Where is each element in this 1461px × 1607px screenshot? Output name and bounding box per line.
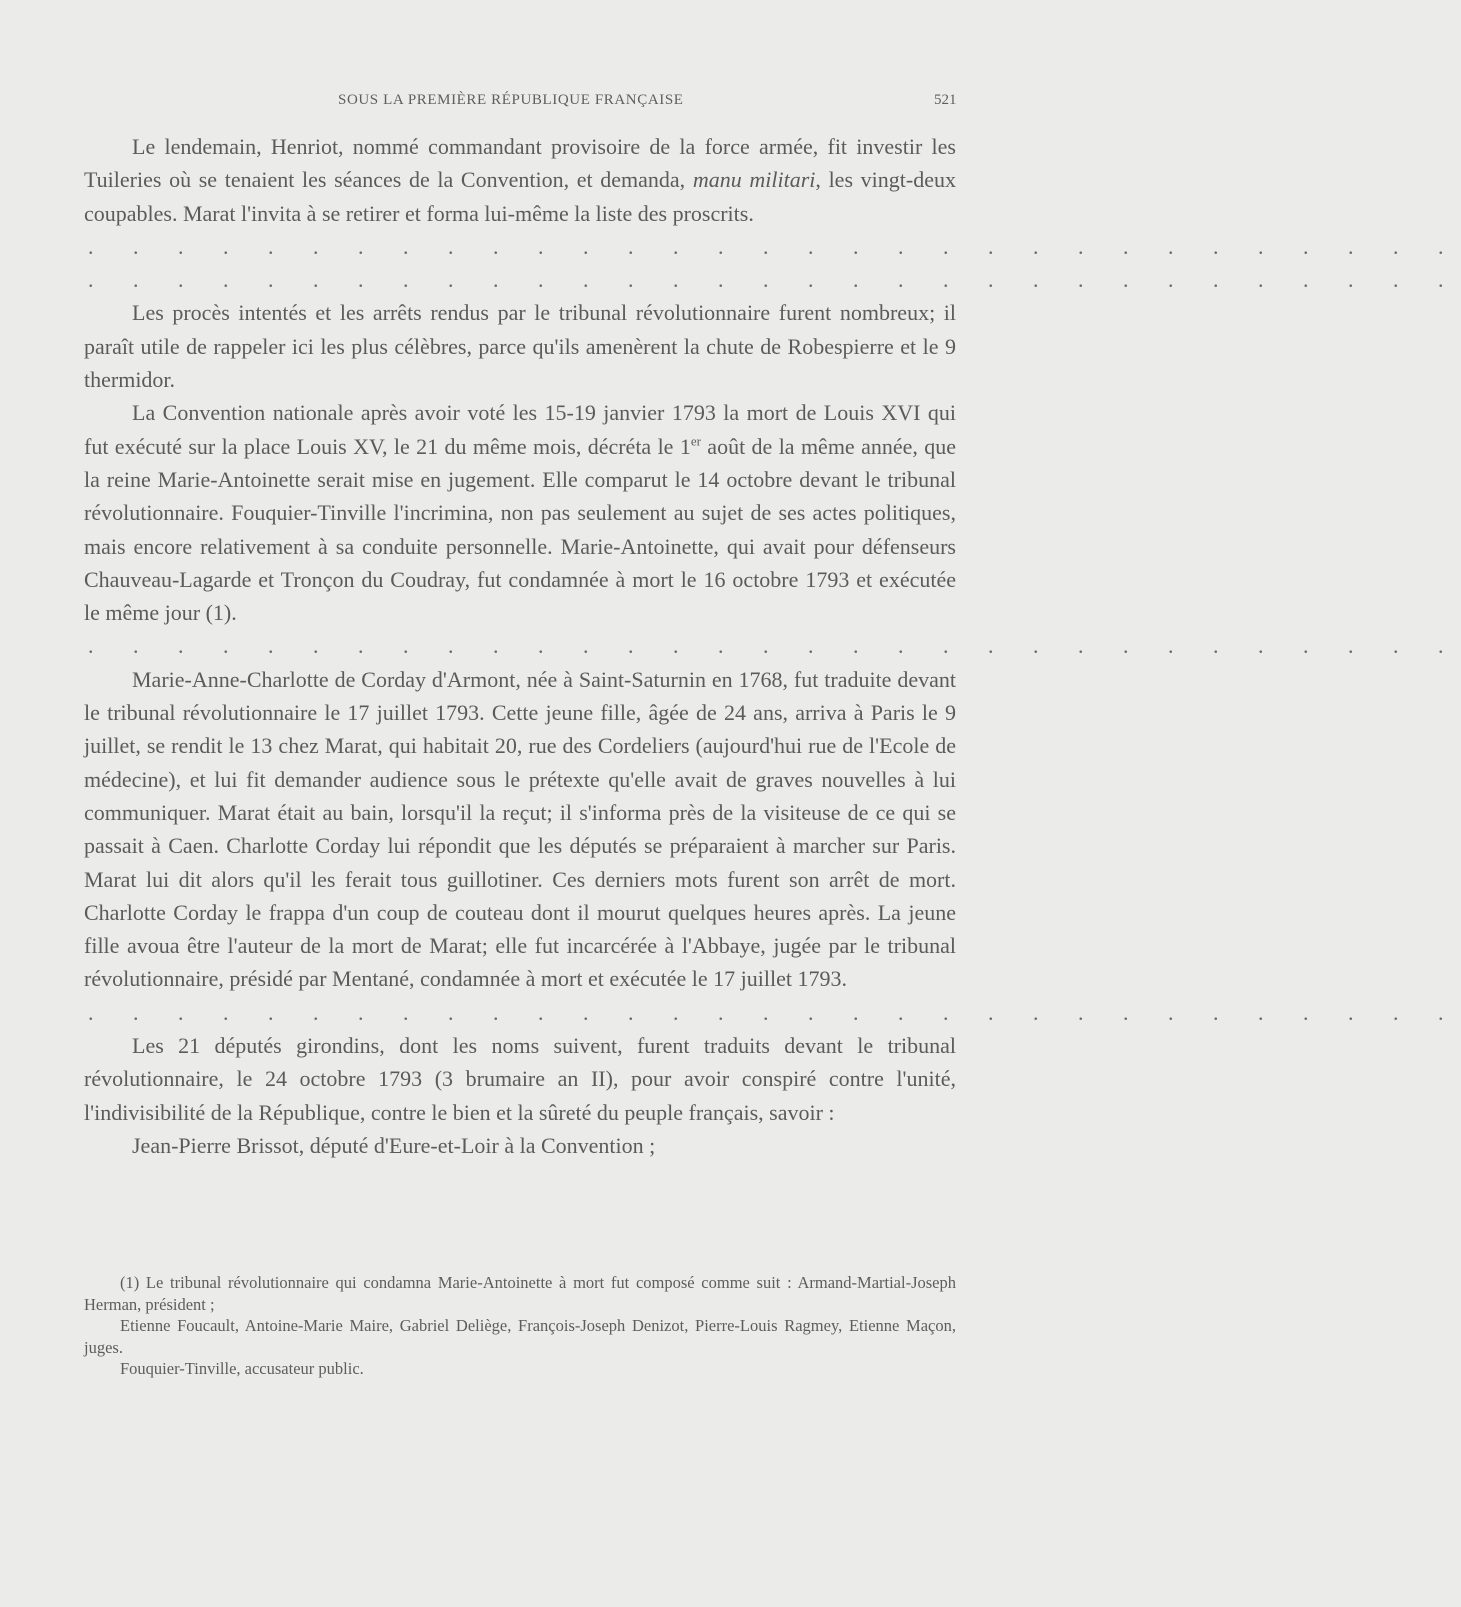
ordinal-superscript: er: [690, 433, 701, 449]
ellipsis-row-2: . . . . . . . . . . . . . . . . . . . . . . . . . . . . . . .: [88, 267, 1461, 293]
footnotes: [84, 1272, 956, 1380]
paragraph-marie-antoinette: [84, 396, 956, 629]
running-title: SOUS LA PREMIÈRE RÉPUBLIQUE FRANÇAISE: [338, 92, 684, 108]
footnote-prosecutor: Fouquier-Tinville, accusateur public.: [120, 1359, 364, 1379]
italic-latin-phrase: manu militari: [692, 167, 816, 193]
paragraph-girondins: Les 21 députés girondins, dont les noms suivent, furent traduits devant le tribunal révolutionnaire, le 24 octobre 1793 (3 brumaire an II), pour avoir conspiré contre l'unité, l'indivisibilité de la République, contre le bien et la sûreté du peuple français, savoir :: [84, 1033, 956, 1125]
page-number: 521: [934, 92, 957, 108]
paragraph-henriot: [84, 130, 956, 230]
paragraph-proces: Les procès intentés et les arrêts rendus par le tribunal révolutionnaire furent nombreux; il paraît utile de rappeler ici les plus célèbres, parce qu'ils amenèrent la chute de Robespierre et le 9 thermidor.: [84, 300, 956, 393]
ellipsis-row-4: . . . . . . . . . . . . . . . . . . . . . . . . . . . . . . .: [88, 999, 1461, 1025]
paragraph-marie-antoinette-start: La Convention nationale après avoir voté les 15-19 janvier 1793 la mort de Louis XVI qui fut exécuté sur la place Louis XV, le 21 du même mois, décréta le 1: [84, 400, 956, 459]
footnote-tribunal: (1) Le tribunal révolutionnaire qui condamna Marie-Antoinette à mort fut composé comme suit : Armand-Martial-Joseph Herman, président ;: [84, 1273, 956, 1314]
paragraph-brissot: Jean-Pierre Brissot, député d'Eure-et-Loir à la Convention ;: [132, 1132, 656, 1158]
paragraph-henriot-start: Le lendemain, Henriot, nommé commandant provisoire de la force armée, fit investir les Tuileries où se tenaient les séances de la Convention, et demanda,: [84, 134, 956, 193]
ellipsis-row-3: . . . . . . . . . . . . . . . . . . . . . . . . . . . . . . .: [88, 633, 1461, 659]
footnote-judges: Etienne Foucault, Antoine-Marie Maire, Gabriel Deliège, François-Joseph Denizot, Pierre-Louis Ragmey, Etienne Maçon, juges.: [84, 1316, 956, 1357]
paragraph-marie-antoinette-end: août de la même année, que la reine Marie-Antoinette serait mise en jugement. Elle comparut le 14 octobre devant le tribunal révolutionnaire. Fouquier-Tinville l'incrimina, non pas seulement au sujet de ses actes politiques, mais encore relativement à sa conduite personnelle. Marie-Antoinette, qui avait pour défenseurs Chauveau-Lagarde et Tronçon du Coudray, fut condamnée à mort le 16 octobre 1793 et exécutée le même jour (1).: [84, 433, 956, 626]
paragraph-charlotte-corday: Marie-Anne-Charlotte de Corday d'Armont, née à Saint-Saturnin en 1768, fut traduite devant le tribunal révolutionnaire le 17 juillet 1793. Cette jeune fille, âgée de 24 ans, arriva à Paris le 9 juillet, se rendit le 13 chez Marat, qui habitait 20, rue des Cordeliers (aujourd'hui rue de l'Ecole de médecine), et lui fit demander audience sous le prétexte qu'elle avait de graves nouvelles à lui communiquer. Marat était au bain, lorsqu'il la reçut; il s'informa près de la visiteuse de ce qui se passait à Caen. Charlotte Corday lui répondit que les députés se préparaient à marcher sur Paris. Marat lui dit alors qu'il les ferait tous guillotiner. Ces derniers mots furent son arrêt de mort. Charlotte Corday le frappa d'un coup de couteau dont il mourut quelques heures après. La jeune fille avoua être l'auteur de la mort de Marat; elle fut incarcérée à l'Abbaye, jugée par le tribunal révolutionnaire, présidé par Mentané, condamnée à mort et exécutée le 17 juillet 1793.: [84, 666, 956, 992]
main-text: [84, 130, 1461, 1162]
ellipsis-row-1: . . . . . . . . . . . . . . . . . . . . . . . . . . . . . . .: [88, 233, 1461, 259]
paragraph-henriot-end: , les vingt-deux coupables. Marat l'invita à se retirer et forma lui-même la liste des proscrits.: [84, 167, 956, 226]
